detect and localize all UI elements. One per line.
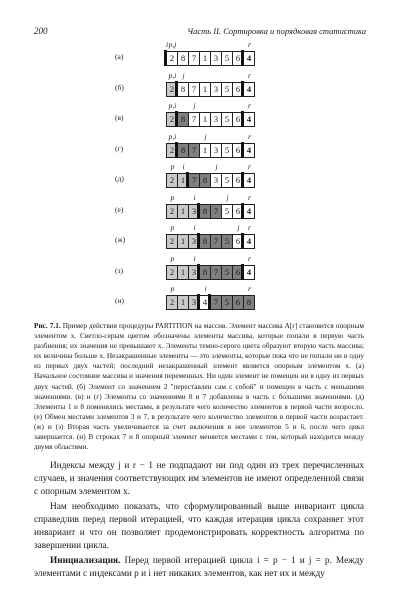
row-label: (ж) (115, 235, 126, 244)
array-cell: 7 (188, 51, 200, 66)
caption-text: Пример действия процедуры PARTITION на массив. Элемент массива A[r] становится опорным элементом x. Светло-серым цветом обозначены элементы массива, которые попали в первую часть разбиения; их значения не превышают x. Элементы темно-серого цвета образуют вторую часть массива; их величина больше x. Незакрашенные элементы — это элементы, которые пока что не попали ни в одну из первых двух частей; последний незакрашенный элемент является опорным элементом x. (а) Начальное состояние массива и значения переменных. Ни один элемент не помещен ни в одну из первых двух частей. (б) Элемент со значением 2 "переставлен сам с собой" и помещен в часть с меньшими значениями. (в) и (г) Элементы со значениями 8 и 7 добавлены в часть с бо́льшими значениями. (д) Элементы 1 и 8 поменялись местами, в результате чего количество элементов в первой части возросло. (е) Обмен местами элементов 3 и 7, в результате чего количество элементов в первой части возрастает. (ж) и (з) Вторая часть увеличивается за счет включения в нее элементов 5 и 6, после чего цикл завершается. (и) В строках 7 и 8 опорный элемент меняется местами с тем, который находится между двумя областями. (34, 321, 364, 452)
index-pointer: i (193, 223, 196, 232)
index-pointer: j (226, 192, 229, 202)
figure-row (0, 284, 400, 312)
index-pointer: r (248, 131, 251, 141)
array-cell: 2 (166, 295, 178, 310)
array-cell: 1 (199, 82, 211, 97)
array-cell: 1 (177, 204, 189, 219)
array-cell: 2 (166, 82, 178, 97)
caption-label: Рис. 7.1. (34, 321, 61, 330)
array-cell: 1 (199, 51, 211, 66)
index-pointer: r (248, 162, 251, 171)
figure-row (0, 193, 400, 221)
array-cell: 7 (210, 234, 222, 249)
partition-boundary (241, 203, 244, 219)
array-cell: 4 (243, 82, 255, 97)
paragraph-1: Индексы между j и r − 1 не подпадают ни под один из трех перечисленных случаев, и значения соответствующих им элементов не имеют определенной связи с опорным элементом x. (34, 461, 364, 497)
array-cell: 1 (199, 143, 211, 158)
array-cell: 6 (232, 234, 244, 249)
array-cell: 1 (177, 295, 189, 310)
row-label: (и) (115, 296, 125, 305)
array-cell: 3 (210, 143, 222, 158)
array-cell: 5 (221, 265, 233, 280)
index-pointer: p (170, 223, 175, 232)
figure-row (0, 254, 400, 282)
array-cell: 4 (243, 173, 255, 188)
index-pointer: r (248, 40, 251, 49)
array-cell: 4 (243, 51, 255, 66)
row-label: (в) (115, 113, 124, 122)
array-cell: 8 (199, 265, 211, 280)
row-label: (г) (115, 143, 124, 153)
page-number: 200 (34, 26, 48, 36)
index-pointer: p (170, 253, 175, 263)
array-cell: 8 (199, 173, 211, 188)
array-cell: 5 (221, 173, 233, 188)
running-header: Часть II. Сортировка и порядковая статистика (187, 26, 366, 36)
index-pointer: p,i (168, 70, 177, 80)
array-cell: 8 (243, 295, 255, 310)
row-label: (з) (115, 265, 123, 275)
array-cell: 2 (166, 173, 178, 188)
index-pointer: p,i (168, 101, 177, 110)
index-pointer: r (248, 253, 251, 263)
array-cell: 8 (177, 51, 189, 66)
figure-row (0, 162, 400, 190)
array-cell: 8 (177, 143, 189, 158)
array-cell: 6 (232, 204, 244, 219)
row-label: (б) (115, 82, 124, 92)
row-label: (а) (115, 52, 124, 61)
array-cell: 7 (188, 112, 200, 127)
index-pointer: p (170, 162, 175, 171)
index-pointer: i (204, 284, 207, 293)
figure-row (0, 132, 400, 160)
index-pointer: j (237, 223, 240, 232)
array-cell: 6 (232, 173, 244, 188)
index-pointer: i (165, 40, 169, 49)
paragraph-3 (34, 555, 364, 581)
array-cell: 7 (210, 295, 222, 310)
row-label: (е) (115, 204, 124, 214)
index-pointer: j (215, 162, 218, 171)
index-pointer: p (170, 192, 175, 202)
index-pointer: r (248, 192, 251, 202)
partition-boundary (175, 81, 178, 97)
partition-boundary (241, 233, 244, 249)
index-pointer: j (182, 70, 185, 80)
partition-boundary (186, 172, 189, 188)
partition-boundary (241, 142, 244, 158)
partition-boundary (241, 111, 244, 127)
index-pointer: r (248, 284, 251, 293)
array-cell: 7 (188, 173, 200, 188)
index-pointer: i (193, 253, 196, 263)
array-cell: 6 (232, 82, 244, 97)
figure-row (0, 40, 400, 68)
array-cell: 1 (177, 173, 189, 188)
array-cell: 5 (221, 143, 233, 158)
body-text (34, 460, 364, 581)
array-cells (167, 295, 255, 310)
figure-row (0, 223, 400, 251)
array-cell: 1 (177, 234, 189, 249)
array-cell: 7 (210, 265, 222, 280)
index-pointer: r (248, 70, 251, 80)
array-cell: 3 (188, 295, 200, 310)
partition-boundary (241, 264, 244, 280)
figure-row (0, 101, 400, 129)
array-cell: 5 (221, 51, 233, 66)
array-cell: 8 (177, 112, 189, 127)
array-cell: 4 (243, 265, 255, 280)
array-cell: 3 (210, 173, 222, 188)
index-pointer: j (193, 101, 196, 110)
array-cell: 3 (188, 265, 200, 280)
array-cell: 8 (199, 204, 211, 219)
row-label: (д) (115, 174, 124, 183)
array-cell: 6 (232, 295, 244, 310)
array-cell: 6 (232, 265, 244, 280)
index-pointer: i (193, 192, 196, 202)
array-cell: 3 (188, 204, 200, 219)
partition-boundary (197, 203, 200, 219)
partition-boundary (241, 50, 244, 66)
array-cell: 2 (166, 143, 178, 158)
array-cell: 5 (221, 295, 233, 310)
array-cell: 2 (166, 265, 178, 280)
index-pointer: i (182, 162, 185, 171)
index-pointer: r (248, 101, 251, 110)
array-cell: 4 (243, 234, 255, 249)
array-cell: 5 (221, 112, 233, 127)
array-cell: 1 (177, 265, 189, 280)
index-pointer: p (170, 284, 175, 293)
paragraph-3-text: Перед первой итерацией цикла i = p − 1 и j = p. Между элементами с индексами p и i нет никаких элементов, как нет их и между (34, 556, 364, 579)
array-cell: 2 (166, 112, 178, 127)
array-cell: 3 (188, 234, 200, 249)
figure-row (0, 71, 400, 99)
array-cell: 4 (199, 295, 211, 310)
paragraph-2: Нам необходимо показать, что сформулированный выше инвариант цикла справедлив перед первой итерацией, что каждая итерация цикла сохраняет этот инвариант и что он позволяет продемонстрировать корректность алгоритма по завершении цикла. (34, 502, 364, 551)
index-pointer: p,j (168, 40, 177, 49)
array-cell: 4 (243, 204, 255, 219)
partition-boundary (175, 142, 178, 158)
array-cell: 8 (199, 234, 211, 249)
index-pointer: r (248, 223, 251, 232)
array-cell: 2 (166, 204, 178, 219)
array-cell: 7 (210, 204, 222, 219)
figure-caption (34, 321, 364, 452)
array-cell: 1 (199, 112, 211, 127)
partition-boundary (197, 294, 200, 310)
array-cell: 2 (166, 234, 178, 249)
partition-boundary (164, 50, 167, 66)
index-pointer: j (204, 131, 207, 141)
array-cell: 7 (188, 143, 200, 158)
array-cell: 6 (232, 143, 244, 158)
array-cell: 3 (210, 112, 222, 127)
array-cell: 4 (243, 112, 255, 127)
array-cell: 8 (177, 82, 189, 97)
partition-boundary (208, 294, 211, 310)
array-cell: 6 (232, 112, 244, 127)
paragraph-3-lead: Инициализация. (50, 556, 121, 566)
array-cell: 5 (221, 204, 233, 219)
partition-boundary (197, 264, 200, 280)
array-cell: 5 (221, 82, 233, 97)
array-cell: 3 (210, 82, 222, 97)
array-cell: 6 (232, 51, 244, 66)
array-cell: 4 (243, 143, 255, 158)
index-pointer: p,i (168, 131, 177, 141)
partition-boundary (197, 233, 200, 249)
array-cell: 2 (166, 51, 178, 66)
array-cell: 3 (210, 51, 222, 66)
array-cell: 5 (221, 234, 233, 249)
partition-boundary (241, 172, 244, 188)
partition-boundary (175, 111, 178, 127)
partition-boundary (241, 81, 244, 97)
array-cell: 7 (188, 82, 200, 97)
